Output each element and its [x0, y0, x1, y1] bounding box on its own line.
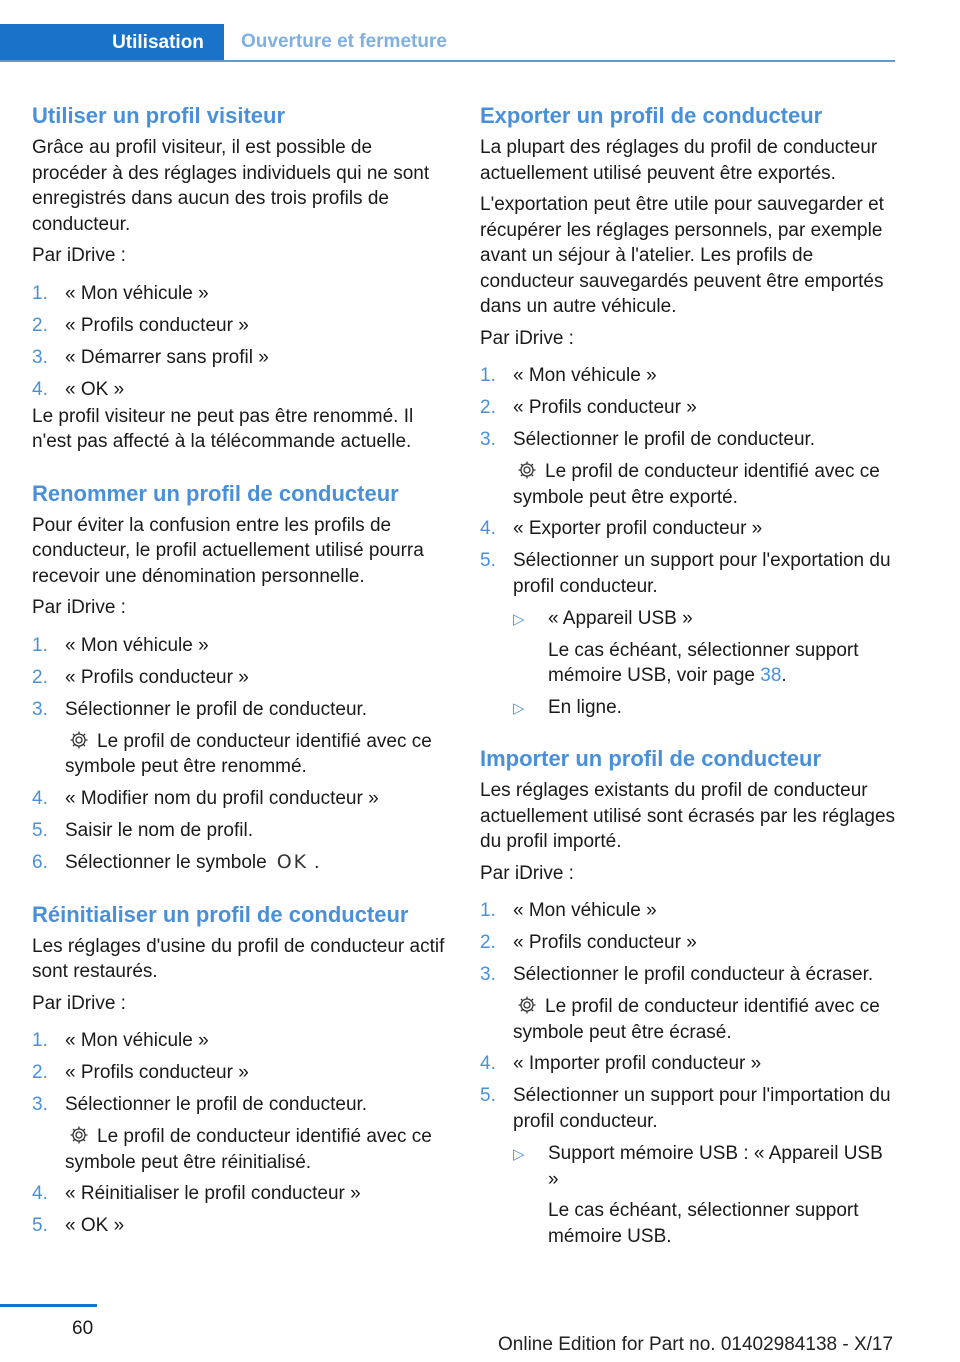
- list-item: 5. « OK »: [32, 1215, 125, 1236]
- list-item: 1. « Mon véhicule »: [480, 900, 657, 921]
- symbol-note: Le profil de conducteur identifié avec ce symbole peut être écrasé.: [513, 996, 880, 1043]
- list-item: 3. Sélectionner le profil de conducteur.: [32, 1094, 368, 1115]
- list-item: 1. « Mon véhicule »: [32, 634, 209, 656]
- triangle-bullet-icon: ▷: [513, 611, 525, 628]
- sub-list-item: ▷ Support mémoire USB : « Appareil USB » Le cas échéant, sélectionner support mémoire USB.: [513, 1141, 896, 1249]
- paragraph: Pour éviter la confusion entre les profils de conducteur, le profil actuellement utilisé pourra recevoir une dénomination personnelle.: [32, 514, 424, 587]
- list-item: 3. Sélectionner le profil conducteur à écraser.: [480, 964, 874, 985]
- gear-icon: [69, 730, 89, 750]
- list-item: 2. « Profils conducteur »: [480, 932, 697, 953]
- triangle-bullet-icon: ▷: [513, 1146, 525, 1163]
- paragraph: Par iDrive :: [32, 245, 126, 266]
- list-item: 4. « OK »: [32, 378, 125, 400]
- paragraph: La plupart des réglages du profil de conducteur actuellement utilisé peuvent être exportés.: [480, 137, 878, 184]
- gear-icon: [69, 1125, 89, 1145]
- left-column: [32, 101, 448, 1245]
- symbol-note: Le profil de conducteur identifié avec ce symbole peut être renommé.: [65, 730, 432, 777]
- page-number: 60: [72, 1318, 94, 1339]
- list-item: 2. « Profils conducteur »: [32, 314, 249, 336]
- paragraph: L'exportation peut être utile pour sauvegarder et récupérer les réglages personnels, par exemple avant un séjour à l'atelier. Les profils de conducteur sauvegardés peuvent être emportés dans un autre véhicule.: [480, 194, 884, 317]
- page-link[interactable]: 38: [760, 665, 782, 686]
- list-item: 5. Sélectionner un support pour l'exportation du profil conducteur.: [480, 550, 891, 597]
- heading-profil-visiteur: Utiliser un profil visiteur: [32, 103, 286, 128]
- paragraph: Grâce au profil visiteur, il est possible de procéder à des réglages individuels qui ne sont enregistrés dans aucun des trois profils de conducteur.: [32, 137, 430, 235]
- list-item: 1. « Mon véhicule »: [32, 1030, 209, 1051]
- sub-note: Le cas échéant, sélectionner support mémoire USB, voir page 38.: [548, 639, 859, 686]
- sub-list: [513, 606, 896, 720]
- symbol-note: Le profil de conducteur identifié avec ce symbole peut être exporté.: [513, 461, 880, 508]
- paragraph: Par iDrive :: [480, 862, 574, 884]
- list-item: 4. « Importer profil conducteur »: [480, 1053, 762, 1074]
- gear-icon: [517, 995, 537, 1015]
- paragraph: Les réglages existants du profil de conducteur actuellement utilisé sont écrasés par les réglages du profil importé.: [480, 780, 896, 852]
- paragraph: Par iDrive :: [32, 992, 126, 1014]
- sub-list-item: ▷ En ligne.: [513, 695, 896, 721]
- list-item: 3. Sélectionner le profil de conducteur.: [32, 698, 368, 720]
- list-item: 5. Saisir le nom de profil.: [32, 819, 253, 841]
- sub-note: Le cas échéant, sélectionner support mémoire USB.: [548, 1200, 859, 1247]
- list-item: 1. « Mon véhicule »: [32, 282, 209, 304]
- heading-reinitialiser-profil: Réinitialiser un profil de conducteur: [32, 901, 409, 927]
- ok-symbol-icon: OK: [276, 850, 309, 873]
- heading-renommer-profil: Renommer un profil de conducteur: [32, 480, 399, 506]
- right-column: [480, 101, 896, 1255]
- list-item: 5. Sélectionner un support pour l'importation du profil conducteur.: [480, 1085, 891, 1132]
- tab-ouverture-fermeture[interactable]: Ouverture et fermeture: [241, 31, 447, 52]
- list-item: 3. « Démarrer sans profil »: [32, 346, 269, 368]
- list-item: 2. « Profils conducteur »: [32, 1062, 249, 1083]
- footer-rule: [0, 1304, 97, 1307]
- header-rule: [0, 60, 895, 62]
- step-list: [480, 898, 896, 1249]
- list-item: 2. « Profils conducteur »: [480, 397, 697, 418]
- list-item: 4. « Modifier nom du profil conducteur »: [32, 787, 379, 809]
- footer-edition: Online Edition for Part no. 01402984138 - X/17: [498, 1334, 894, 1355]
- symbol-note: Le profil de conducteur identifié avec ce symbole peut être réinitialisé.: [65, 1126, 432, 1173]
- heading-importer-profil: Importer un profil de conducteur: [480, 746, 822, 771]
- paragraph: Par iDrive :: [480, 327, 574, 349]
- sub-list: [513, 1141, 896, 1249]
- step-list: [32, 633, 448, 876]
- sub-list-item: ▷ « Appareil USB » Le cas échéant, sélectionner support mémoire USB, voir page 38.: [513, 606, 896, 689]
- paragraph: Les réglages d'usine du profil de conducteur actif sont restaurés.: [32, 935, 445, 982]
- list-item: 4. « Réinitialiser le profil conducteur »: [32, 1183, 361, 1204]
- gear-icon: [517, 460, 537, 480]
- list-item: 6. Sélectionner le symbole OK .: [32, 850, 448, 876]
- list-item: 1. « Mon véhicule »: [480, 365, 657, 386]
- paragraph: Par iDrive :: [32, 597, 126, 618]
- header-tabbar: [0, 24, 895, 62]
- list-item: 4. « Exporter profil conducteur »: [480, 518, 763, 539]
- step-list: [32, 281, 448, 403]
- paragraph: Le profil visiteur ne peut pas être renommé. Il n'est pas affecté à la télécommande actuelle.: [32, 405, 414, 452]
- triangle-bullet-icon: ▷: [513, 699, 525, 717]
- list-item: 3. Sélectionner le profil de conducteur.: [480, 429, 816, 450]
- step-list: [480, 363, 896, 720]
- tab-utilisation[interactable]: Utilisation: [0, 24, 224, 62]
- list-item: 2. « Profils conducteur »: [32, 666, 249, 688]
- step-list: [32, 1028, 448, 1239]
- heading-exporter-profil: Exporter un profil de conducteur: [480, 103, 823, 128]
